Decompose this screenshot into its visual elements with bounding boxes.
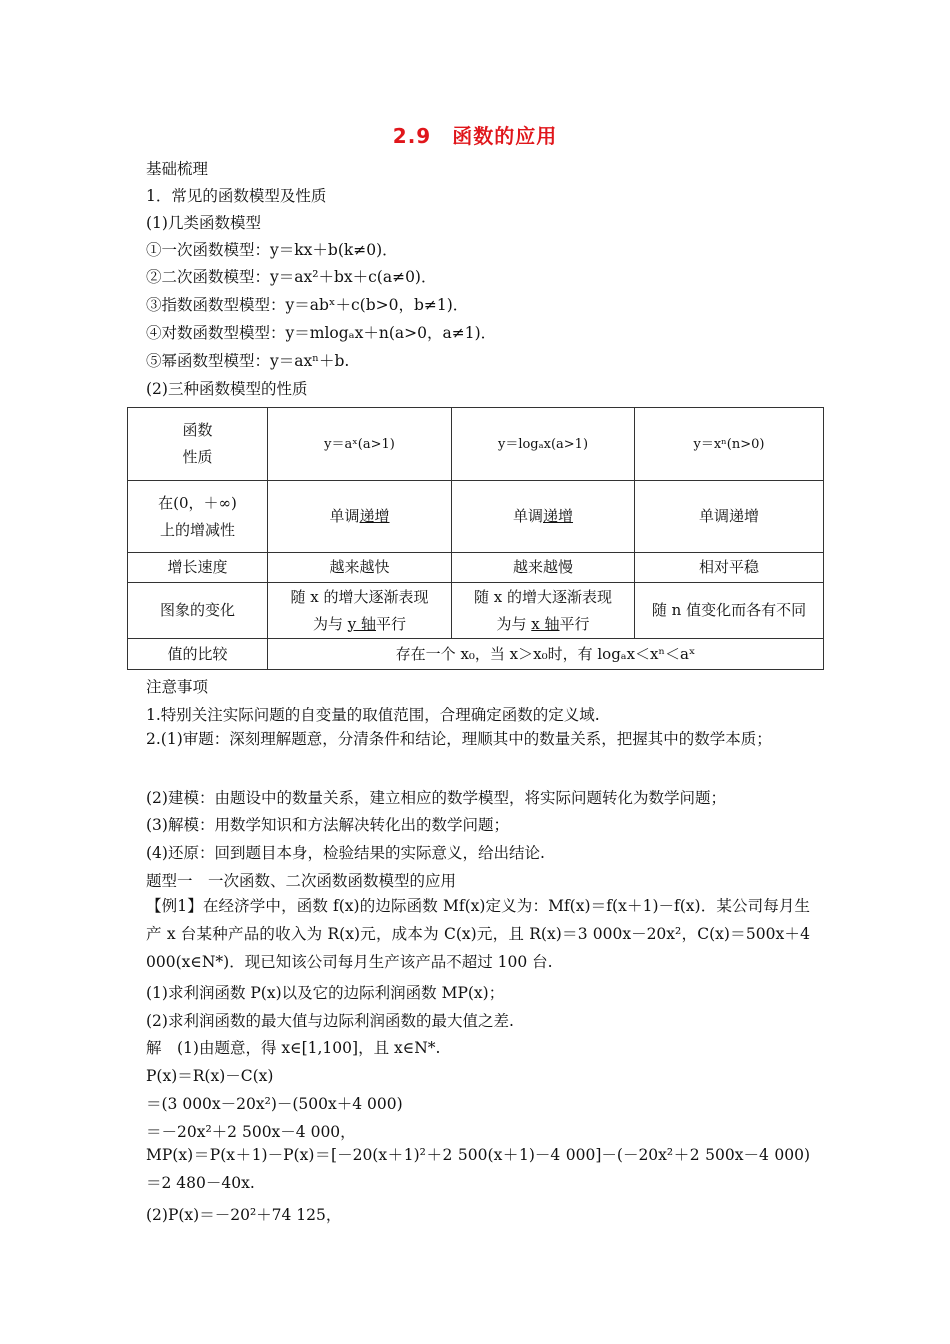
intro-line-1: 1．常见的函数模型及性质 [146,187,327,205]
solution-line-4: ＝－20x²＋2 500x－4 000， [146,1123,356,1141]
model-quadratic: ②二次函数模型：y＝ax²＋bx＋c(a≠0)． [146,268,437,286]
cell-underlined: y 轴 [347,614,376,633]
table-cell-merged: 存在一个 x₀，当 x＞x₀时，有 logₐx＜xⁿ＜aˣ [268,639,824,670]
cell-text: 为与 [312,614,348,633]
example-1-text: 【例1】在经济学中，函数 f(x)的边际函数 Mf(x)定义为：Mf(x)＝f(x＋1)－f(x)．某公司每月生产 x 台某种产品的收入为 R(x)元，成本为 C(x)元，且 R(x)＝3 000x－20x²，C(x)＝500x＋4 000(x∈N*)．现已知该公司每月生产该产品不超过 100 台. [146,897,810,971]
section-heading-basics: 基础梳理 [146,160,209,178]
table-cell [268,481,452,553]
solution-line-6: (2)P(x)＝－20²＋74 125， [146,1206,342,1224]
intro-line-8: (2)三种函数模型的性质 [146,380,308,398]
table-row [128,639,824,670]
problem-type-heading: 题型一 一次函数、二次函数函数模型的应用 [146,872,457,890]
row-head-a: 在(0，＋∞) [158,493,237,512]
solution-line-5: MP(x)＝P(x＋1)－P(x)＝[－20(x＋1)²＋2 500(x＋1)－4 000]－(－20x²＋2 500x－4 000)＝2 480－40x. [146,1146,810,1192]
cell-underlined: 递增 [359,507,390,525]
table-cell [452,583,635,639]
example-q1: (1)求利润函数 P(x)以及它的边际利润函数 MP(x)； [146,984,505,1002]
table-row [128,553,824,583]
model-exponential: ③指数函数型模型：y＝abˣ＋c(b>0，b≠1)． [146,296,469,314]
col-exponential: y＝aˣ(a>1) [268,408,452,481]
note-1: 1.特别关注实际问题的自变量的取值范围，合理确定函数的定义域. [146,706,600,724]
note-4: (3)解模：用数学知识和方法解决转化出的数学问题； [146,816,509,834]
page-title: 2.9 函数的应用 [392,124,558,148]
model-logarithmic: ④对数函数型模型：y＝mlogₐx＋n(a>0，a≠1)． [146,324,497,342]
cell-line: 随 x 的增大逐渐表现 [290,587,429,606]
cell-text: 平行 [376,614,407,633]
cell-text: 平行 [559,614,590,633]
table-row [128,583,824,639]
cell-line [272,611,447,638]
example-q2: (2)求利润函数的最大值与边际利润函数的最大值之差. [146,1012,514,1030]
section-heading-notes: 注意事项 [146,678,209,696]
cell-line: 随 x 的增大逐渐表现 [474,587,612,606]
col-logarithmic: y＝logₐx(a>1) [452,408,635,481]
note-2: 2.(1)审题：深刻理解题意，分清条件和结论，理顺其中的数量关系，把握其中的数学本质； [146,730,772,748]
table-cell: 随 n 值变化而各有不同 [635,583,824,639]
cell-underlined: 递增 [543,507,574,525]
cell-line [456,611,630,638]
row-head-compare: 值的比较 [128,639,268,670]
solution-line-1: 解 (1)由题意，得 x∈[1,100]，且 x∈N*. [146,1039,441,1057]
intro-line-2: (1)几类函数模型 [146,214,261,232]
table-cell: 单调递增 [635,481,824,553]
solution-line-3: ＝(3 000x－20x²)－(500x＋4 000) [146,1095,403,1113]
table-row [128,408,824,481]
properties-table [127,407,824,670]
note-5: (4)还原：回到题目本身，检验结果的实际意义，给出结论. [146,844,545,862]
row-head-growth: 增长速度 [128,553,268,583]
row-head-monotonic [128,481,268,553]
corner-bottom: 性质 [182,448,213,466]
table-cell [268,583,452,639]
cell-text: 单调 [512,507,543,525]
table-cell: 越来越快 [268,553,452,583]
model-power: ⑤幂函数型模型：y＝axⁿ＋b. [146,352,350,370]
cell-underlined: x 轴 [531,614,560,633]
note-3: (2)建模：由题设中的数量关系，建立相应的数学模型，将实际问题转化为数学问题； [146,789,726,807]
model-linear: ①一次函数模型：y＝kx＋b(k≠0)． [146,241,398,259]
table-cell [452,481,635,553]
table-row [128,481,824,553]
table-cell: 相对平稳 [635,553,824,583]
corner-top: 函数 [182,421,213,439]
solution-line-2: P(x)＝R(x)－C(x) [146,1067,274,1085]
table-cell: 越来越慢 [452,553,635,583]
row-head-b: 上的增减性 [159,520,235,539]
col-power: y＝xⁿ(n>0) [635,408,824,481]
table-corner [128,408,268,481]
cell-text: 为与 [496,614,532,633]
cell-text: 单调 [329,507,360,525]
row-head-graph: 图象的变化 [128,583,268,639]
